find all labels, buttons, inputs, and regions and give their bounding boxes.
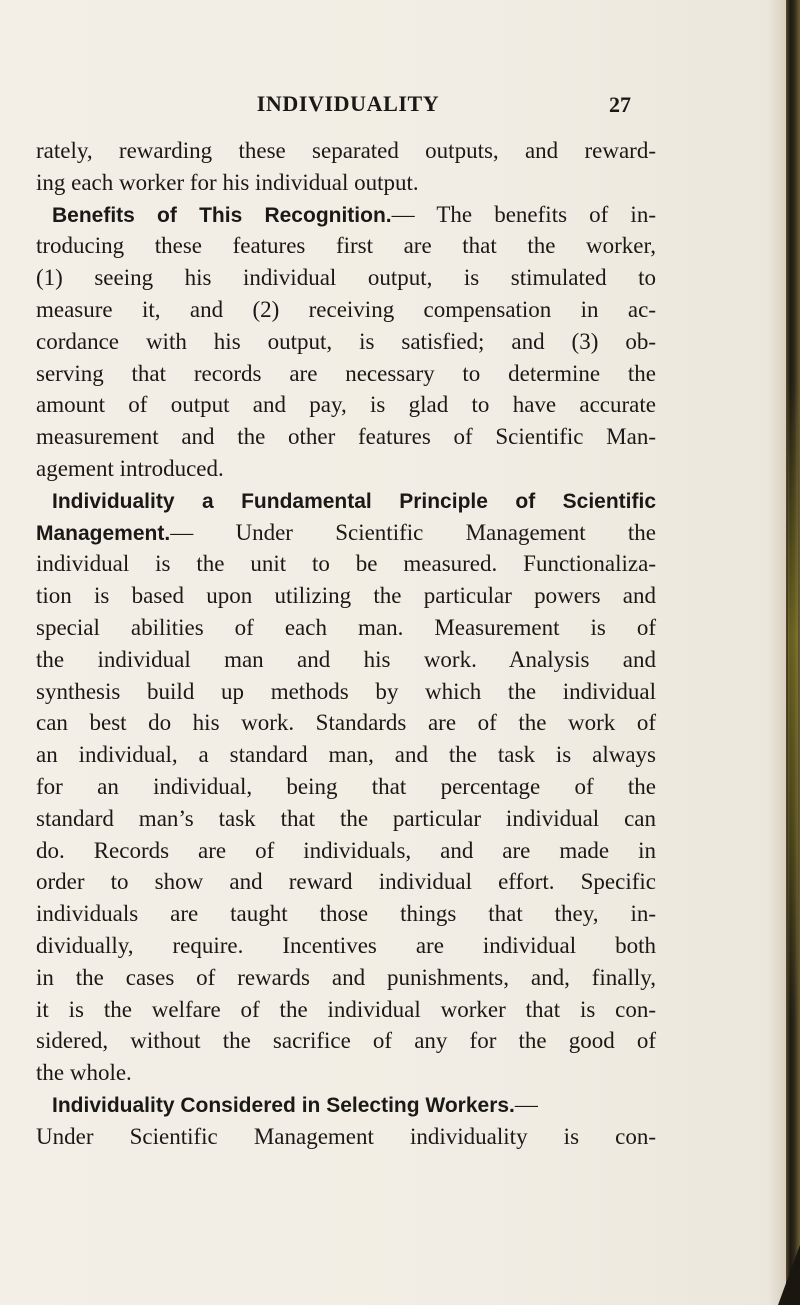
text-line: tion is based upon utilizing the particular powers and <box>36 583 656 609</box>
spine-corner-shadow <box>778 1245 800 1305</box>
text-line: in the cases of rewards and punishments, and, finally, <box>36 964 656 990</box>
text-line: (1) seeing his individual output, is stimulated to <box>36 265 656 291</box>
paragraph-heading-line <box>36 1089 656 1121</box>
text-line: for an individual, being that percentage of the <box>36 773 656 799</box>
text-line: individual is the unit to be measured. Functionaliza- <box>36 551 656 577</box>
text-line: ing each worker for his individual output. <box>36 169 419 195</box>
paragraph-heading: Management. <box>36 521 171 545</box>
text-run: Under Scientific Management the <box>235 519 657 545</box>
text-line: measurement and the other features of Scientific Man- <box>36 424 656 450</box>
text-line: the whole. <box>36 1060 132 1086</box>
paragraph-heading: Benefits of This Recognition. <box>52 203 392 227</box>
text-line: Under Scientific Management individuality is con- <box>36 1123 656 1149</box>
spine-discoloration <box>788 380 798 1020</box>
em-dash: — <box>391 201 437 227</box>
paragraph-heading-line <box>36 485 656 517</box>
paragraph-heading: Individuality a Fundamental Principle of Scientific <box>52 489 656 513</box>
text-line: special abilities of each man. Measurement is of <box>36 614 656 640</box>
page-number: 27 <box>609 92 631 117</box>
paragraph-heading: Individuality Considered in Selecting Workers. <box>52 1093 515 1117</box>
paragraph-heading-line <box>36 199 656 231</box>
text-line: dividually, require. Incentives are individual both <box>36 932 656 958</box>
text-line: rately, rewarding these separated outputs, and reward- <box>36 138 656 163</box>
text-line: do. Records are of individuals, and are made in <box>36 837 656 863</box>
text-line: an individual, a standard man, and the task is always <box>36 742 656 768</box>
text-run: The benefits of in- <box>436 201 656 227</box>
text-line: sidered, without the sacrifice of any for the good of <box>36 1028 656 1054</box>
running-title: INDIVIDUALITY <box>256 91 440 116</box>
text-line: agement introduced. <box>36 455 224 481</box>
text-line: individuals are taught those things that they, in- <box>36 901 656 927</box>
text-line: it is the welfare of the individual worker that is con- <box>36 996 656 1022</box>
text-line: synthesis build up methods by which the individual <box>36 678 656 704</box>
text-line: the individual man and his work. Analysis and <box>36 646 656 672</box>
em-dash: — <box>514 1091 538 1117</box>
body-text <box>36 135 656 1153</box>
text-line: troducing these features first are that the worker, <box>36 233 656 259</box>
text-line: can best do his work. Standards are of the work of <box>36 710 656 736</box>
text-line: measure it, and (2) receiving compensation in ac- <box>36 296 656 322</box>
text-line: serving that records are necessary to determine the <box>36 360 656 386</box>
text-line: amount of output and pay, is glad to have accurate <box>36 392 656 418</box>
em-dash: — <box>170 519 236 545</box>
text-line: order to show and reward individual effort. Specific <box>36 869 656 895</box>
running-head <box>0 91 800 121</box>
text-line: standard man’s task that the particular individual can <box>36 805 656 831</box>
paragraph-heading-line <box>36 517 656 549</box>
text-line: cordance with his output, is satisfied; and (3) ob- <box>36 328 656 354</box>
